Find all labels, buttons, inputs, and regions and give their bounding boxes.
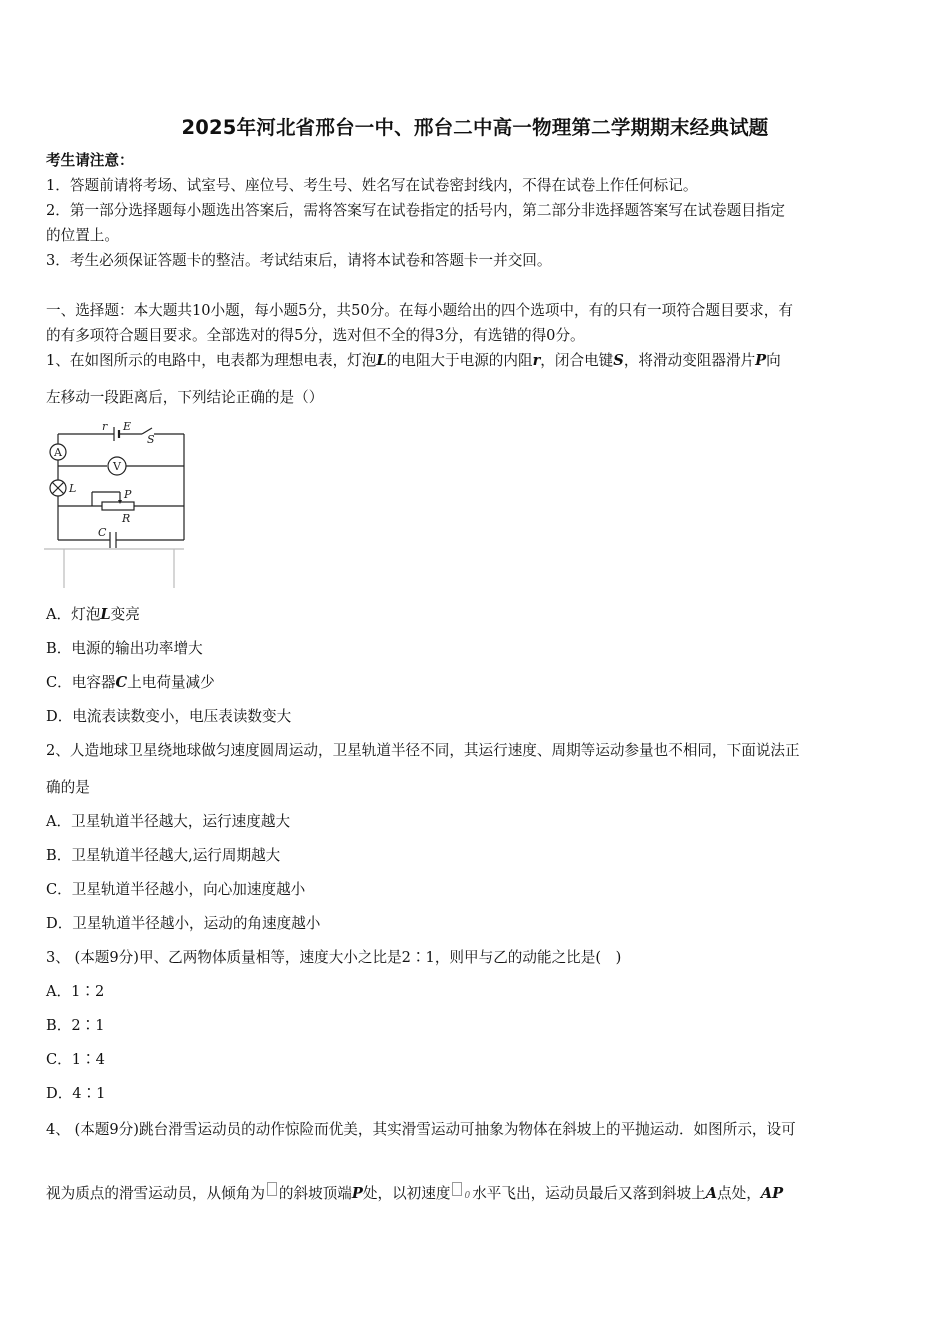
q1-var-s: S [613, 352, 624, 369]
q1-option-c [46, 673, 215, 693]
q1-option-a-var: L [100, 606, 111, 623]
q1-text: 的电阻大于电源的内阻 [386, 352, 533, 369]
q1-var-r: r [532, 352, 541, 369]
q4-subscript: 0 [464, 1191, 471, 1201]
q1-option-b: B．电源的输出功率增大 [46, 640, 203, 657]
q4-var-ap: AP [760, 1185, 784, 1202]
question-1-stem-cont: 左移动一段距离后，下列结论正确的是（） [46, 389, 324, 406]
section-intro: 一、选择题：本大题共10小题，每小题5分，共50分。在每小题给出的四个选项中，有的只有一项符合题目要求，有 [46, 302, 793, 319]
velocity-placeholder-icon [452, 1182, 462, 1196]
q3-option-b: B．2∶1 [46, 1017, 105, 1034]
q4-text: 的斜坡顶端 [278, 1185, 352, 1202]
q1-text: 向 [766, 352, 781, 369]
notice-item-3: 3．考生必须保证答题卡的整洁。考试结束后，请将本试卷和答题卡一并交回。 [46, 252, 552, 269]
label-e: E [123, 420, 132, 433]
q1-option-a [46, 605, 140, 625]
question-2-stem-cont: 确的是 [46, 779, 90, 796]
q4-var-a: A [705, 1185, 718, 1202]
question-3-stem: 3、 (本题9分)甲、乙两物体质量相等，速度大小之比是2∶1，则甲与乙的动能之比是( ) [46, 949, 622, 966]
q3-option-c: C．1∶4 [46, 1051, 105, 1068]
q1-var-l: L [376, 352, 387, 369]
q4-text: 视为质点的滑雪运动员，从倾角为 [46, 1185, 265, 1202]
question-2-stem: 2、人造地球卫星绕地球做匀速度圆周运动，卫星轨道半径不同，其运行速度、周期等运动参量也不相同，下面说法正 [46, 742, 800, 759]
q1-var-p: P [755, 352, 767, 369]
circuit-diagram [44, 420, 194, 590]
notice-item-1: 1．答题前请将考场、试室号、座位号、考生号、姓名写在试卷密封线内，不得在试卷上作任何标记。 [46, 177, 698, 194]
q1-option-c-text: 上电荷量减少 [127, 674, 215, 691]
label-p: P [124, 488, 132, 501]
question-4-stem: 4、 (本题9分)跳台滑雪运动员的动作惊险而优美，其实滑雪运动可抽象为物体在斜坡上的平抛运动．如图所示，设可 [46, 1121, 796, 1138]
label-a: A [54, 446, 62, 459]
label-rheostat: R [122, 512, 131, 525]
q1-option-d: D．电流表读数变小，电压表读数变大 [46, 708, 292, 725]
question-4-stem-cont [46, 1182, 783, 1206]
notice-heading: 考生请注意： [46, 152, 134, 169]
q4-var-p: P [351, 1185, 363, 1202]
q1-text: 1、在如图所示的电路中，电表都为理想电表，灯泡 [46, 352, 377, 369]
q2-option-d: D．卫星轨道半径越小，运动的角速度越小 [46, 915, 321, 932]
section-intro-cont: 的有多项符合题目要求。全部选对的得5分，选对但不全的得3分，有选错的得0分。 [46, 327, 585, 344]
q1-option-c-var: C [115, 674, 128, 691]
notice-item-2-cont: 的位置上。 [46, 227, 119, 244]
q1-text: ，闭合电键 [540, 352, 614, 369]
question-1-stem [46, 351, 781, 371]
q4-text: 点处， [717, 1185, 761, 1202]
label-c: C [98, 526, 107, 539]
notice-item-2: 2．第一部分选择题每小题选出答案后，需将答案写在试卷指定的括号内，第二部分非选择题答案写在试卷题目指定 [46, 202, 785, 219]
label-r: r [102, 420, 108, 433]
q2-option-b: B．卫星轨道半径越大,运行周期越大 [46, 847, 281, 864]
q4-text: 处，以初速度 [362, 1185, 451, 1202]
q1-option-a-text: A．灯泡 [46, 606, 101, 623]
q3-option-d: D．4∶1 [46, 1085, 106, 1102]
q4-text: 水平飞出，运动员最后又落到斜坡上 [472, 1185, 706, 1202]
q1-option-a-text: 变亮 [110, 606, 140, 623]
page-title: 2025年河北省邢台一中、邢台二中高一物理第二学期期末经典试题 [181, 116, 769, 139]
angle-placeholder-icon [267, 1182, 277, 1196]
q1-text: ，将滑动变阻器滑片 [623, 352, 756, 369]
q1-option-c-text: C．电容器 [46, 674, 116, 691]
label-v: V [113, 460, 121, 473]
label-s: S [147, 433, 155, 446]
q2-option-a: A．卫星轨道半径越大，运行速度越大 [46, 813, 291, 830]
q3-option-a: A．1∶2 [46, 983, 105, 1000]
q2-option-c: C．卫星轨道半径越小，向心加速度越小 [46, 881, 306, 898]
label-l: L [69, 482, 77, 495]
